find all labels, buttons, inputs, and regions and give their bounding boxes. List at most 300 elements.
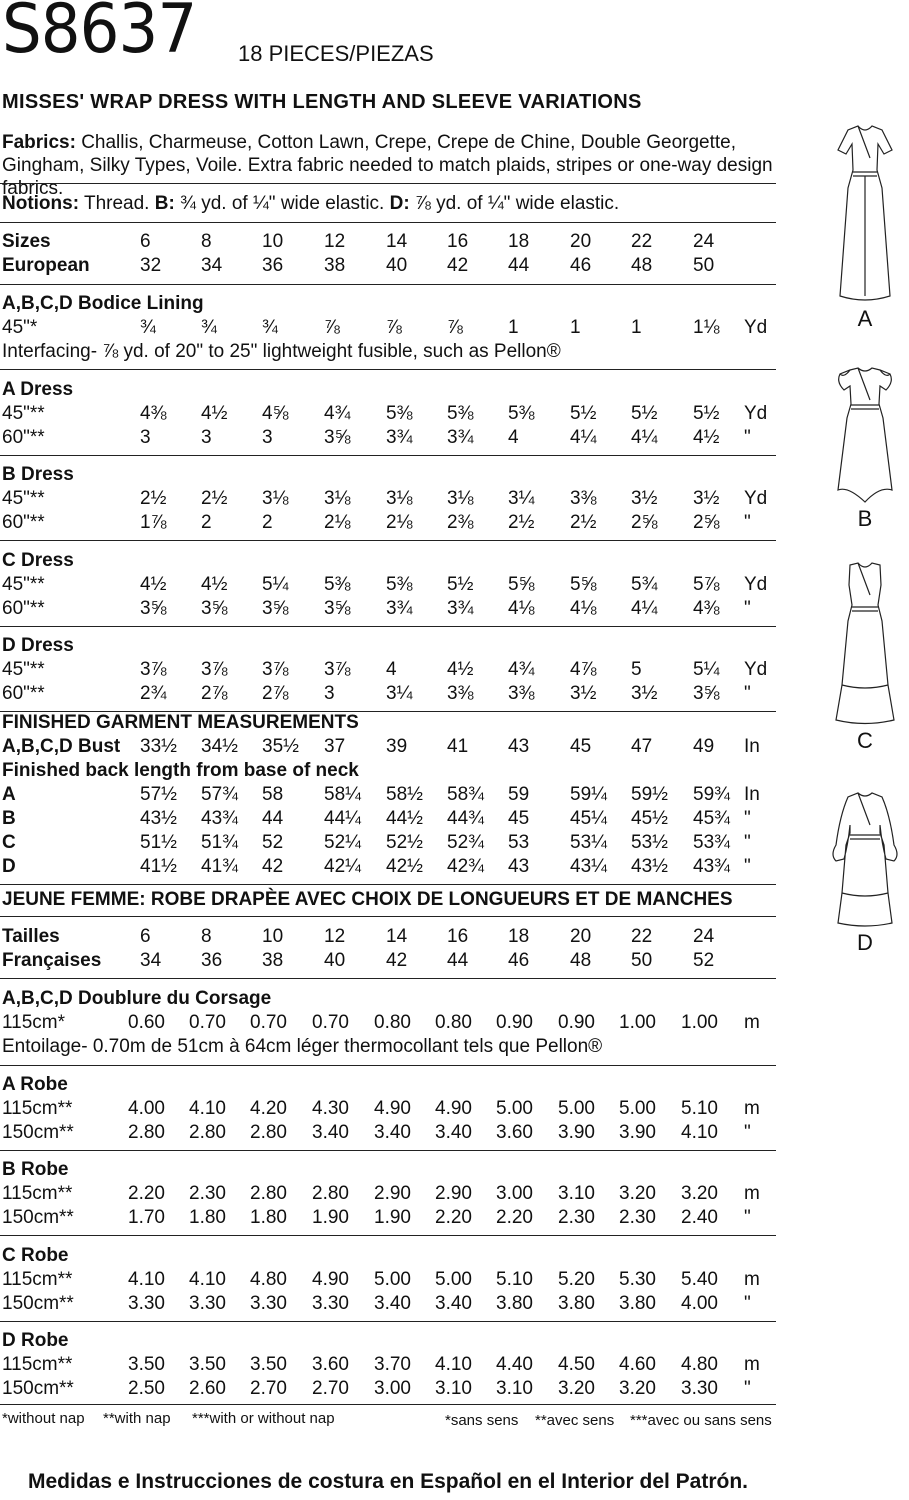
row-label: C — [2, 832, 16, 853]
cell: 3.30 — [250, 1293, 287, 1314]
cell: 4¼ — [631, 427, 658, 448]
cell: 3⅝ — [201, 598, 228, 619]
cell: 3.20 — [619, 1378, 656, 1399]
unit: m — [744, 1183, 760, 1204]
cell: 3⅛ — [324, 488, 351, 509]
cell: 3⅛ — [386, 488, 413, 509]
cell: ¾ — [262, 317, 278, 338]
cell: 3¾ — [386, 427, 413, 448]
unit: " — [744, 832, 751, 853]
cell: 37 — [324, 736, 346, 757]
cell: 35½ — [262, 736, 299, 757]
cell: 4½ — [201, 574, 228, 595]
cell: 4⅜ — [693, 598, 720, 619]
divider — [0, 1321, 776, 1322]
row-label: A,B,C,D Bust — [2, 736, 121, 757]
dress-60-row — [0, 682, 780, 706]
cell: 3.90 — [619, 1122, 656, 1143]
cell: 3½ — [570, 683, 597, 704]
cell: 3.20 — [619, 1183, 656, 1204]
bust-row — [0, 735, 780, 759]
view-d-dress-illustration — [820, 785, 909, 930]
divider — [0, 369, 776, 370]
footnote-without-nap: *without nap — [2, 1410, 85, 1427]
cell: 33½ — [140, 736, 177, 757]
cell: 4.40 — [496, 1354, 533, 1375]
cell: 1.80 — [189, 1207, 226, 1228]
cell: 58½ — [386, 784, 423, 805]
cell: 4.10 — [128, 1269, 165, 1290]
cell: 3.40 — [374, 1293, 411, 1314]
cell: 3.70 — [374, 1354, 411, 1375]
view-b-label: B — [857, 506, 873, 531]
cell: 5⅝ — [508, 574, 535, 595]
cell: 16 — [447, 926, 469, 947]
robe-150-row — [0, 1206, 780, 1230]
cell: 2.30 — [619, 1207, 656, 1228]
row-label: 45"** — [2, 403, 45, 424]
unit: " — [744, 856, 751, 877]
unit: " — [744, 427, 751, 448]
cell: 44 — [447, 950, 469, 971]
cell: 2.50 — [128, 1378, 165, 1399]
cell: 5.00 — [558, 1098, 595, 1119]
cell: 3¼ — [386, 683, 413, 704]
cell: 5.00 — [374, 1269, 411, 1290]
cell: 5.40 — [681, 1269, 718, 1290]
cell: 58¼ — [324, 784, 361, 805]
cell: 6 — [140, 231, 151, 252]
cell: 3⅝ — [324, 598, 351, 619]
cell: 12 — [324, 231, 346, 252]
pattern-number: S8637 — [2, 0, 197, 69]
cell: 52¾ — [447, 832, 484, 853]
bodice-lining-45-row — [0, 316, 780, 340]
dress-60-row — [0, 426, 780, 450]
cell: 46 — [508, 950, 530, 971]
cell: 4⅛ — [508, 598, 535, 619]
row-label: 115cm** — [2, 1098, 73, 1119]
dress-45-row — [0, 573, 780, 597]
cell: 2⅛ — [386, 512, 413, 533]
row-label: 115cm** — [2, 1183, 73, 1204]
back-length-row — [0, 783, 780, 807]
cell: 5.10 — [681, 1098, 718, 1119]
cell: 3.40 — [435, 1122, 472, 1143]
cell: 42 — [262, 856, 284, 877]
footnote-with-nap: **with nap — [103, 1410, 171, 1427]
cell: 4.50 — [558, 1354, 595, 1375]
cell: 44½ — [386, 808, 423, 829]
cell: 1.00 — [619, 1012, 656, 1033]
unit: Yd — [744, 403, 768, 424]
unit: " — [744, 512, 751, 533]
view-b-dress-illustration — [820, 360, 909, 505]
cell: 53¼ — [570, 832, 607, 853]
cell: 2¾ — [140, 683, 167, 704]
cell: 4.20 — [250, 1098, 287, 1119]
divider — [0, 1150, 776, 1151]
row-label: European — [2, 255, 90, 276]
row-label: Françaises — [2, 950, 102, 971]
cell: 2.80 — [189, 1122, 226, 1143]
divider — [0, 1235, 776, 1236]
dress-heading: D Dress — [2, 635, 74, 656]
cell: 3.00 — [496, 1183, 533, 1204]
footnote-avec-ou-sans-sens: ***avec ou sans sens — [630, 1412, 772, 1429]
cell: 2 — [262, 512, 273, 533]
unit: Yd — [744, 488, 768, 509]
divider — [0, 222, 776, 223]
divider — [0, 540, 776, 541]
unit: " — [744, 1378, 751, 1399]
cell: 0.70 — [250, 1012, 287, 1033]
unit: m — [744, 1098, 760, 1119]
cell: 36 — [262, 255, 284, 276]
cell: 1.90 — [374, 1207, 411, 1228]
cell: 50 — [693, 255, 715, 276]
robe-heading: A Robe — [2, 1074, 68, 1095]
cell: 20 — [570, 231, 592, 252]
cell: 1 — [508, 317, 519, 338]
cell: 4⅜ — [140, 403, 167, 424]
back-length-row — [0, 855, 780, 879]
cell: 3½ — [631, 488, 658, 509]
pieces-count: 18 PIECES/PIEZAS — [238, 41, 434, 66]
cell: 2.80 — [312, 1183, 349, 1204]
cell: 4⅞ — [570, 659, 597, 680]
dress-45-row — [0, 658, 780, 682]
cell: 4 — [508, 427, 519, 448]
cell: 3 — [140, 427, 151, 448]
cell: 14 — [386, 231, 408, 252]
cell: 3⅛ — [262, 488, 289, 509]
cell: 3¼ — [508, 488, 535, 509]
cell: 5⅜ — [386, 403, 413, 424]
doublure-115-row — [0, 1011, 780, 1035]
robe-115-row — [0, 1097, 780, 1121]
cell: 40 — [386, 255, 408, 276]
row-label: 60"** — [2, 598, 45, 619]
robe-heading: B Robe — [2, 1159, 69, 1180]
cell: 4¼ — [570, 427, 597, 448]
cell: 18 — [508, 231, 530, 252]
cell: 0.90 — [496, 1012, 533, 1033]
row-label: 150cm** — [2, 1207, 74, 1228]
cell: 3⅜ — [447, 683, 474, 704]
unit: Yd — [744, 659, 768, 680]
unit: " — [744, 1207, 751, 1228]
cell: 1.70 — [128, 1207, 165, 1228]
unit: m — [744, 1012, 760, 1033]
cell: 38 — [324, 255, 346, 276]
cell: 3⅝ — [693, 683, 720, 704]
cell: 10 — [262, 231, 284, 252]
cell: 5.00 — [496, 1098, 533, 1119]
cell: 3.40 — [374, 1122, 411, 1143]
cell: 48 — [631, 255, 653, 276]
cell: 41¾ — [201, 856, 238, 877]
cell: 3⅝ — [324, 427, 351, 448]
row-label: 45"* — [2, 317, 38, 338]
view-c-label: C — [857, 728, 873, 753]
cell: 42 — [386, 950, 408, 971]
divider — [0, 884, 776, 885]
cell: 3⅜ — [508, 683, 535, 704]
cell: 2 — [201, 512, 212, 533]
cell: 1 — [631, 317, 642, 338]
cell: 2½ — [140, 488, 167, 509]
row-label: 115cm** — [2, 1354, 73, 1375]
cell: 53¾ — [693, 832, 730, 853]
robe-150-row — [0, 1121, 780, 1145]
cell: 44 — [262, 808, 284, 829]
cell: 2⅜ — [447, 512, 474, 533]
cell: 4.90 — [435, 1098, 472, 1119]
cell: 5⅜ — [324, 574, 351, 595]
cell: 3.80 — [619, 1293, 656, 1314]
cell: 0.70 — [312, 1012, 349, 1033]
robe-heading: C Robe — [2, 1245, 69, 1266]
row-label: 60"** — [2, 683, 45, 704]
cell: 4.60 — [619, 1354, 656, 1375]
cell: 34½ — [201, 736, 238, 757]
cell: 3.10 — [496, 1378, 533, 1399]
cell: 8 — [201, 926, 212, 947]
cell: 3.80 — [558, 1293, 595, 1314]
cell: 4½ — [693, 427, 720, 448]
divider — [0, 1065, 776, 1066]
cell: 2.60 — [189, 1378, 226, 1399]
french-title: JEUNE FEMME: ROBE DRAPÈE AVEC CHOIX DE LONGUEURS ET DE MANCHES — [2, 889, 733, 910]
robe-150-row — [0, 1377, 780, 1401]
unit: " — [744, 1122, 751, 1143]
cell: 3⅞ — [324, 659, 351, 680]
cell: 3.30 — [189, 1293, 226, 1314]
cell: 3 — [324, 683, 335, 704]
cell: 0.90 — [558, 1012, 595, 1033]
fabrics-paragraph — [2, 131, 792, 200]
unit: " — [744, 683, 751, 704]
cell: 43 — [508, 736, 530, 757]
footnote-avec-sens: **avec sens — [535, 1412, 615, 1429]
cell: 53½ — [631, 832, 668, 853]
cell: 52½ — [386, 832, 423, 853]
divider — [0, 455, 776, 456]
notions-label: Notions: — [2, 193, 80, 214]
cell: 22 — [631, 231, 653, 252]
cell: 3⅝ — [262, 598, 289, 619]
cell: 5.30 — [619, 1269, 656, 1290]
cell: 3¾ — [386, 598, 413, 619]
notions-paragraph — [2, 192, 792, 215]
notions-b-text: ¾ yd. of ¼" wide elastic. — [174, 193, 390, 214]
dress-45-row — [0, 402, 780, 426]
view-d-label: D — [857, 930, 873, 955]
cell: 5½ — [631, 403, 658, 424]
row-label: Tailles — [2, 926, 60, 947]
cell: 5½ — [570, 403, 597, 424]
cell: 5¼ — [262, 574, 289, 595]
cell: 4.80 — [681, 1354, 718, 1375]
cell: 2.80 — [250, 1122, 287, 1143]
cell: 14 — [386, 926, 408, 947]
notions-b-label: B: — [154, 193, 175, 214]
cell: 43 — [508, 856, 530, 877]
cell: 3½ — [631, 683, 658, 704]
dress-60-row — [0, 511, 780, 535]
cell: 3.00 — [374, 1378, 411, 1399]
cell: 4½ — [447, 659, 474, 680]
cell: 47 — [631, 736, 653, 757]
cell: 4 — [386, 659, 397, 680]
unit: In — [744, 784, 760, 805]
sizes-row — [0, 230, 780, 254]
cell: ¾ — [201, 317, 217, 338]
cell: 3.30 — [312, 1293, 349, 1314]
cell: 2⅛ — [324, 512, 351, 533]
cell: 3⅜ — [570, 488, 597, 509]
entoilage-row — [0, 1035, 780, 1059]
cell: 1.00 — [681, 1012, 718, 1033]
row-label: B — [2, 808, 16, 829]
cell: 4.80 — [250, 1269, 287, 1290]
cell: ⅞ — [324, 317, 340, 338]
cell: 52 — [693, 950, 715, 971]
cell: 41½ — [140, 856, 177, 877]
cell: 0.80 — [374, 1012, 411, 1033]
robe-150-row — [0, 1292, 780, 1316]
row-text: Entoilage- 0.70m de 51cm à 64cm léger thermocollant tels que Pellon® — [2, 1036, 603, 1057]
cell: 44¾ — [447, 808, 484, 829]
cell: 3.20 — [558, 1378, 595, 1399]
francaises-sizes-row — [0, 949, 780, 973]
row-label: 60"** — [2, 512, 45, 533]
cell: 3.10 — [558, 1183, 595, 1204]
cell: 42¼ — [324, 856, 361, 877]
cell: 36 — [201, 950, 223, 971]
cell: 42 — [447, 255, 469, 276]
fabrics-label: Fabrics: — [2, 132, 76, 153]
cell: 43¾ — [201, 808, 238, 829]
unit: In — [744, 736, 760, 757]
cell: 5⅞ — [693, 574, 720, 595]
unit: " — [744, 598, 751, 619]
cell: 4½ — [140, 574, 167, 595]
cell: 5.20 — [558, 1269, 595, 1290]
unit: m — [744, 1354, 760, 1375]
cell: 2.70 — [312, 1378, 349, 1399]
row-label: 150cm** — [2, 1293, 74, 1314]
cell: 3.60 — [496, 1122, 533, 1143]
back-length-row — [0, 807, 780, 831]
cell: 59½ — [631, 784, 668, 805]
dress-heading: A Dress — [2, 379, 74, 400]
cell: 5½ — [447, 574, 474, 595]
cell: 22 — [631, 926, 653, 947]
cell: 2.90 — [374, 1183, 411, 1204]
robe-115-row — [0, 1268, 780, 1292]
footnote-sans-sens: *sans sens — [445, 1412, 519, 1429]
cell: 50 — [631, 950, 653, 971]
cell: 3.20 — [681, 1183, 718, 1204]
back-length-heading: Finished back length from base of neck — [2, 760, 359, 781]
cell: 4.90 — [374, 1098, 411, 1119]
cell: 5¼ — [693, 659, 720, 680]
cell: 4¾ — [324, 403, 351, 424]
dress-heading: C Dress — [2, 550, 74, 571]
cell: 1.90 — [312, 1207, 349, 1228]
row-text: Interfacing- ⅞ yd. of 20" to 25" lightweight fusible, such as Pellon® — [2, 341, 561, 362]
pattern-title: MISSES' WRAP DRESS WITH LENGTH AND SLEEVE VARIATIONS — [2, 91, 642, 113]
cell: 3.50 — [250, 1354, 287, 1375]
cell: 2.20 — [496, 1207, 533, 1228]
cell: 32 — [140, 255, 162, 276]
cell: 3¾ — [447, 598, 474, 619]
cell: 3¾ — [447, 427, 474, 448]
row-label: 150cm** — [2, 1378, 74, 1399]
notions-d-label: D: — [389, 193, 410, 214]
european-sizes-row — [0, 254, 780, 278]
cell: 2⅝ — [631, 512, 658, 533]
cell: 2.80 — [128, 1122, 165, 1143]
footnote-with-or-without-nap: ***with or without nap — [192, 1410, 335, 1427]
cell: 4.10 — [189, 1098, 226, 1119]
divider — [0, 978, 776, 979]
cell: 3⅞ — [262, 659, 289, 680]
cell: 45¾ — [693, 808, 730, 829]
finished-measurements-heading: FINISHED GARMENT MEASUREMENTS — [2, 712, 359, 733]
unit: " — [744, 808, 751, 829]
cell: 44 — [508, 255, 530, 276]
cell: 40 — [324, 950, 346, 971]
cell: 3.40 — [312, 1122, 349, 1143]
cell: 4¾ — [508, 659, 535, 680]
divider — [0, 916, 776, 917]
cell: 45 — [570, 736, 592, 757]
cell: 4⅛ — [570, 598, 597, 619]
cell: ⅞ — [447, 317, 463, 338]
cell: 3½ — [693, 488, 720, 509]
cell: 45½ — [631, 808, 668, 829]
notions-d-text: ⅞ yd. of ¼" wide elastic. — [409, 193, 620, 214]
cell: 3⅛ — [447, 488, 474, 509]
cell: 43½ — [140, 808, 177, 829]
cell: 57¾ — [201, 784, 238, 805]
cell: 2.70 — [250, 1378, 287, 1399]
cell: 59¾ — [693, 784, 730, 805]
cell: 4.10 — [189, 1269, 226, 1290]
cell: 4.10 — [435, 1354, 472, 1375]
cell: 24 — [693, 926, 715, 947]
cell: 3.60 — [312, 1354, 349, 1375]
row-label: Sizes — [2, 231, 51, 252]
cell: 4⅝ — [262, 403, 289, 424]
cell: 3.30 — [128, 1293, 165, 1314]
cell: 4½ — [201, 403, 228, 424]
divider — [0, 1404, 776, 1405]
cell: 3.50 — [128, 1354, 165, 1375]
doublure-heading: A,B,C,D Doublure du Corsage — [2, 988, 272, 1009]
cell: 2.90 — [435, 1183, 472, 1204]
cell: 3.90 — [558, 1122, 595, 1143]
row-label: 45"** — [2, 659, 45, 680]
cell: 4.00 — [681, 1293, 718, 1314]
cell: 2½ — [570, 512, 597, 533]
unit: Yd — [744, 574, 768, 595]
cell: 8 — [201, 231, 212, 252]
cell: 18 — [508, 926, 530, 947]
